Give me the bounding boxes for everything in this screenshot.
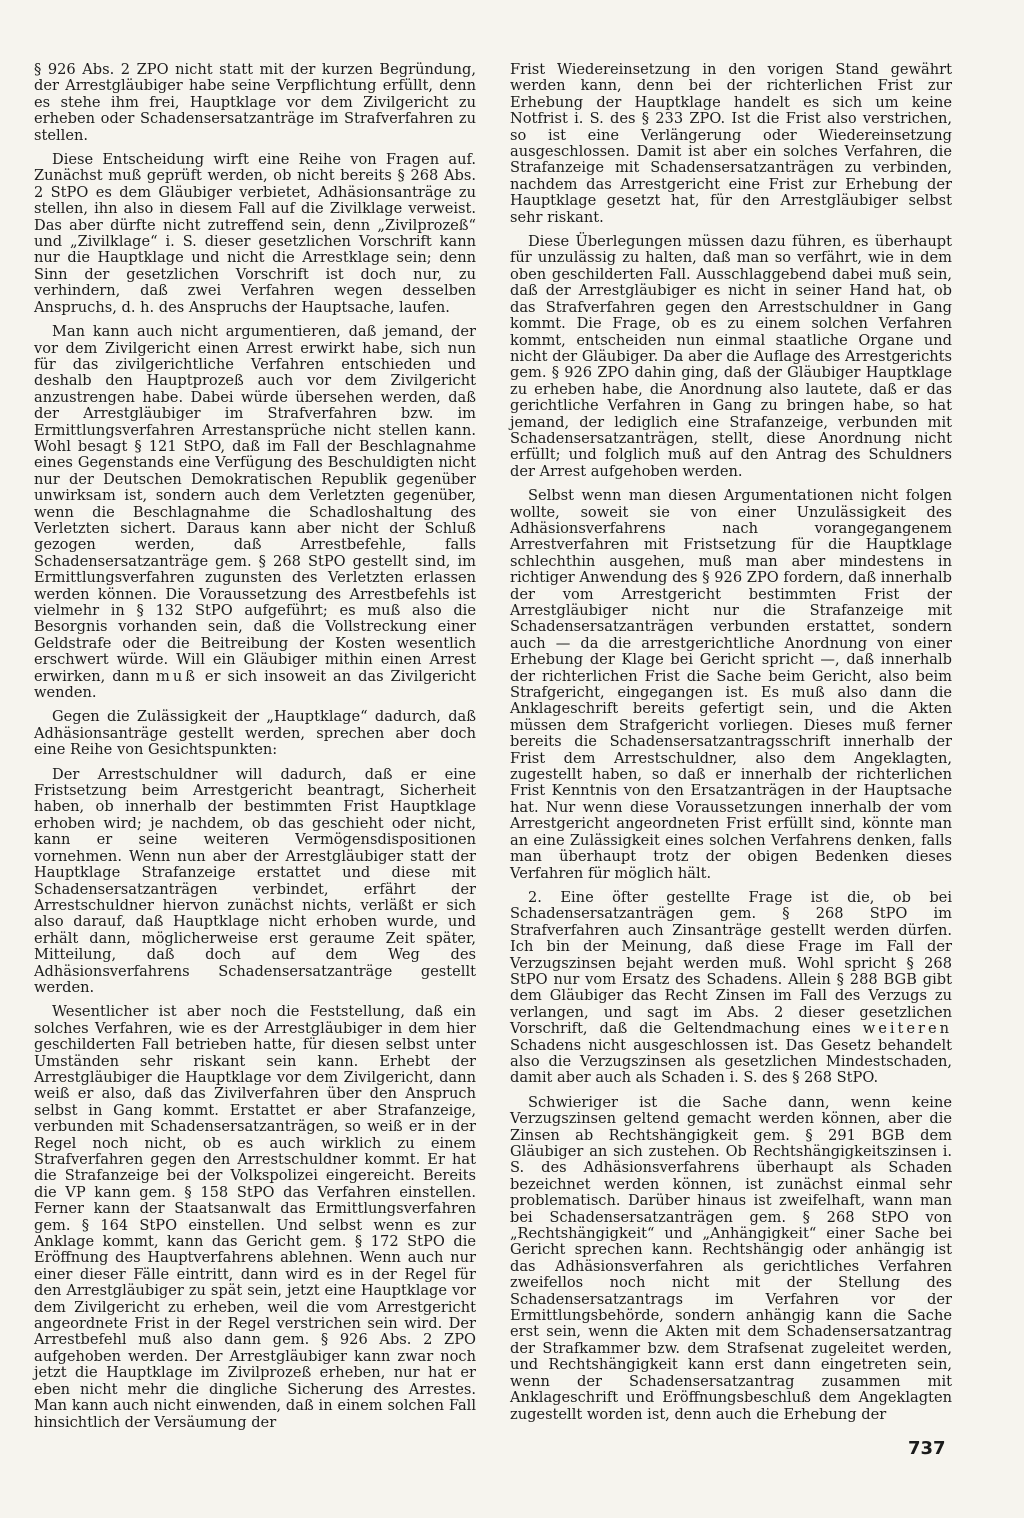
paragraph: Selbst wenn man diesen Argumentationen nicht folgen wollte, soweit sie von einer Unzulässigkeit des Adhäsionsverfahrens nach vorangegangenem Arrestverfahren mit Fristsetzung für die Hauptklage schlechthin ausgehen, muß man aber mindestens in richtiger Anwendung des § 926 ZPO fordern, daß innerhalb der vom Arrestgericht bestimmten Frist der Arrestgläubiger nicht nur die Strafanzeige mit Schadensersatzanträgen verbunden erstattet, sondern auch — da die arrestgerichtliche Anordnung von einer Erhebung der Klage bei Gericht spricht —, daß innerhalb der richterlichen Frist die Sache beim Gericht, also beim Strafgericht, eingegangen ist. Es muß also dann die Anklageschrift bereits gefertigt sein, und die Akten müssen dem Strafgericht vorliegen. Dieses muß ferner bereits die Schadensersatzantragsschrift innerhalb der Frist dem Arrestschuldner, also dem Angeklagten, zugestellt haben, so daß er innerhalb der richterlichen Frist Kenntnis von den Ersatzanträgen in der Hauptsache hat. Nur wenn diese Voraussetzungen innerhalb der vom Arrestgericht angeordneten Frist erfüllt sind, könnte man an eine Zulässigkeit eines solchen Verfahrens denken, falls man überhaupt trotz der obigen Bedenken dieses Verfahren für möglich hält. <box>510 487 952 882</box>
page-number: 737 <box>908 1438 946 1459</box>
left-column <box>34 62 476 1439</box>
paragraph: § 926 Abs. 2 ZPO nicht statt mit der kurzen Begründung, der Arrestgläubiger habe seine Verpflichtung erfüllt, denn es stehe ihm frei, Hauptklage vor dem Zivilgericht zu erheben oder Schadensersatzanträge im Strafverfahren zu stellen. <box>34 61 476 144</box>
paragraph <box>34 324 476 701</box>
paragraph-text: er sich insoweit an das Zivilgericht wenden. <box>34 667 477 702</box>
paragraph-text: 2. Eine öfter gestellte Frage ist die, ob bei Schadensersatzanträgen gem. § 268 StPO im Strafverfahren auch Zinsanträge gestellt werden dürfen. Ich bin der Meinung, daß diese Frage im Fall der Verzugszinsen bejaht werden muß. Wohl spricht § 268 StPO nur vom Ersatz des Schadens. Allein § 288 BGB gibt dem Gläubiger das Recht Zinsen im Fall des Verzugs zu verlangen, und sagt im Abs. 2 dieser gesetzlichen Vorschrift, daß die Geltendmachung eines <box>510 888 952 1038</box>
right-column <box>510 62 952 1431</box>
emphasis-text: muß <box>155 667 198 685</box>
paragraph: Wesentlicher ist aber noch die Feststellung, daß ein solches Verfahren, wie es der Arrestgläubiger in dem hier geschilderten Fall betrieben hatte, für diesen selbst unter Umständen sehr riskant sein kann. Erhebt der Arrestgläubiger die Hauptklage vor dem Zivilgericht, dann weiß er also, daß das Zivilverfahren über den Anspruch selbst in Gang kommt. Erstattet er aber Strafanzeige, verbunden mit Schadensersatzanträgen, so weiß er in der Regel noch nicht, ob es auch wirklich zu einem Strafverfahren gegen den Arrestschuldner kommt. Er hat die Strafanzeige bei der Volkspolizei eingereicht. Bereits die VP kann gem. § 158 StPO das Verfahren einstellen. Ferner kann der Staatsanwalt das Ermittlungsverfahren gem. § 164 StPO einstellen. Und selbst wenn es zur Anklage kommt, kann das Gericht gem. § 172 StPO die Eröffnung des Hauptverfahrens ablehnen. Wenn auch nur einer dieser Fälle eintritt, dann wird es in der Regel für den Arrestgläubiger zu spät sein, jetzt eine Hauptklage vor dem Zivilgericht zu erheben, weil die vom Arrestgericht angeordnete Frist in der Regel verstrichen sein wird. Der Arrestbefehl muß also dann gem. § 926 Abs. 2 ZPO aufgehoben werden. Der Arrestgläubiger kann zwar noch jetzt die Hauptklage im Zivilprozeß erheben, nur hat er eben nicht mehr die dingliche Sicherung des Arrestes. Man kann auch nicht einwenden, daß in einem solchen Fall hinsichtlich der Versäumung der <box>34 1003 476 1431</box>
emphasis-text: weiteren <box>862 1020 953 1038</box>
paragraph: Frist Wiedereinsetzung in den vorigen Stand gewährt werden kann, denn bei der richterlichen Frist zur Erhebung der Hauptklage handelt es sich um keine Notfrist i. S. des § 233 ZPO. Ist die Frist also verstrichen, so ist eine Verlängerung oder Wiedereinsetzung ausgeschlossen. Damit ist aber ein solches Verfahren, die Strafanzeige mit Schadensersatzanträgen zu verbinden, nachdem das Arrestgericht eine Frist zur Erhebung der Hauptklage gesetzt hat, für den Arrestgläubiger selbst sehr riskant. <box>510 61 952 226</box>
paragraph: Diese Entscheidung wirft eine Reihe von Fragen auf. Zunächst muß geprüft werden, ob nicht bereits § 268 Abs. 2 StPO es dem Gläubiger verbietet, Adhäsionsanträge zu stellen, ihn also in diesem Fall auf die Zivilklage verweist. Das aber dürfte nicht zutreffend sein, denn „Zivilprozeß“ und „Zivilklage“ i. S. dieser gesetzlichen Vorschrift kann nur die Hauptklage und nicht die Arrestklage sein; denn Sinn der gesetzlichen Vorschrift ist doch nur, zu verhindern, daß zwei Verfahren wegen desselben Anspruchs, d. h. des Anspruchs der Hauptsache, laufen. <box>34 151 476 316</box>
paragraph: Der Arrestschuldner will dadurch, daß er eine Fristsetzung beim Arrestgericht beantragt, Sicherheit haben, ob innerhalb der bestimmten Frist Hauptklage erhoben wird; je nachdem, ob das geschieht oder nicht, kann er seine weiteren Vermögensdispositionen vornehmen. Wenn nun aber der Arrestgläubiger statt der Hauptklage Strafanzeige erstattet und diese mit Schadensersatzanträgen verbindet, erfährt der Arrestschuldner hiervon zunächst nichts, verläßt er sich also darauf, daß Hauptklage nicht erhoben wurde, und erhält dann, möglicherweise erst geraume Zeit später, Mitteilung, daß doch auf dem Weg des Adhäsionsverfahrens Schadensersatzanträge gestellt werden. <box>34 765 476 996</box>
paragraph: Gegen die Zulässigkeit der „Hauptklage“ dadurch, daß Adhäsionsanträge gestellt werden, sprechen aber doch eine Reihe von Gesichtspunkten: <box>34 708 476 759</box>
paragraph-text: Man kann auch nicht argumentieren, daß jemand, der vor dem Zivilgericht einen Arrest erwirkt habe, sich nun für das zivilgerichtliche Verfahren entschieden und deshalb den Hauptprozeß auch vor dem Zivilgericht anzustrengen habe. Dabei würde übersehen werden, daß der Arrestgläubiger im Strafverfahren bzw. im Ermittlungsverfahren Arrestansprüche nicht stellen kann. Wohl besagt § 121 StPO, daß im Fall der Beschlagnahme eines Gegenstands eine Verfügung des Beschuldigten nicht nur der Deutschen Demokratischen Republik gegenüber unwirksam ist, sondern auch dem Verletzten gegenüber, wenn die Beschlagnahme die Schadloshaltung des Verletzten sichert. Daraus kann aber nicht der Schluß gezogen werden, daß Arrestbefehle, falls Schadensersatzanträge gem. § 268 StPO gestellt sind, im Ermittlungsverfahren zugunsten des Verletzten erlassen werden können. Die Voraussetzung des Arrestbefehls ist vielmehr in § 132 StPO aufgeführt; es muß also die Besorgnis vorhanden sein, daß die Vollstreckung einer Geldstrafe oder die Beitreibung der Kosten wesentlich erschwert würde. Will ein Gläubiger mithin einen Arrest erwirken, dann <box>34 323 476 685</box>
paragraph-text: Schadens nicht ausgeschlossen ist. Das Gesetz behandelt also die Verzugszinsen als gesetzlichen Mindestschaden, damit aber auch als Schaden i. S. des § 268 StPO. <box>510 1036 952 1087</box>
paragraph <box>510 890 952 1087</box>
paragraph: Schwieriger ist die Sache dann, wenn keine Verzugszinsen geltend gemacht werden können, aber die Zinsen ab Rechtshängigkeit gem. § 291 BGB dem Gläubiger an sich zustehen. Ob Rechtshängigkeitszinsen i. S. des Adhäsionsverfahrens überhaupt als Schaden bezeichnet werden können, ist zunächst einmal sehr problematisch. Darüber hinaus ist zweifelhaft, wann man bei Schadensersatzanträgen gem. § 268 StPO von „Rechtshängigkeit“ und „Anhängigkeit“ einer Sache bei Gericht sprechen kann. Rechtshängig oder anhängig ist das Adhäsionsverfahren als gerichtliches Verfahren zweifellos noch nicht mit der Stellung des Schadensersatzantrags im Verfahren vor der Ermittlungsbehörde, sondern anhängig kann die Sache erst sein, wenn die Akten mit dem Schadensersatzantrag der Strafkammer bzw. dem Strafsenat zugeleitet werden, und Rechtshängigkeit kann erst dann eingetreten sein, wenn der Schadensersatzantrag zusammen mit Anklageschrift und Eröffnungsbeschluß dem Angeklagten zugestellt worden ist, denn auch die Erhebung der <box>510 1093 952 1423</box>
paragraph: Diese Überlegungen müssen dazu führen, es überhaupt für unzulässig zu halten, daß man so verfährt, wie in dem oben geschilderten Fall. Ausschlaggebend dabei muß sein, daß der Arrestgläubiger es nicht in seiner Hand hat, ob das Strafverfahren gegen den Arrestschuldner in Gang kommt. Die Frage, ob es zu einem solchen Verfahren kommt, entscheiden nun einmal staatliche Organe und nicht der Gläubiger. Da aber die Auflage des Arrestgerichts gem. § 926 ZPO dahin ging, daß der Gläubiger Hauptklage zu erheben habe, die Anordnung also lautete, daß er das gerichtliche Verfahren in Gang zu bringen habe, so hat jemand, der lediglich eine Strafanzeige, verbunden mit Schadensersatzanträgen, stellt, diese Anordnung nicht erfüllt; und folglich muß auf den Antrag des Schuldners der Arrest aufgehoben werden. <box>510 233 952 480</box>
